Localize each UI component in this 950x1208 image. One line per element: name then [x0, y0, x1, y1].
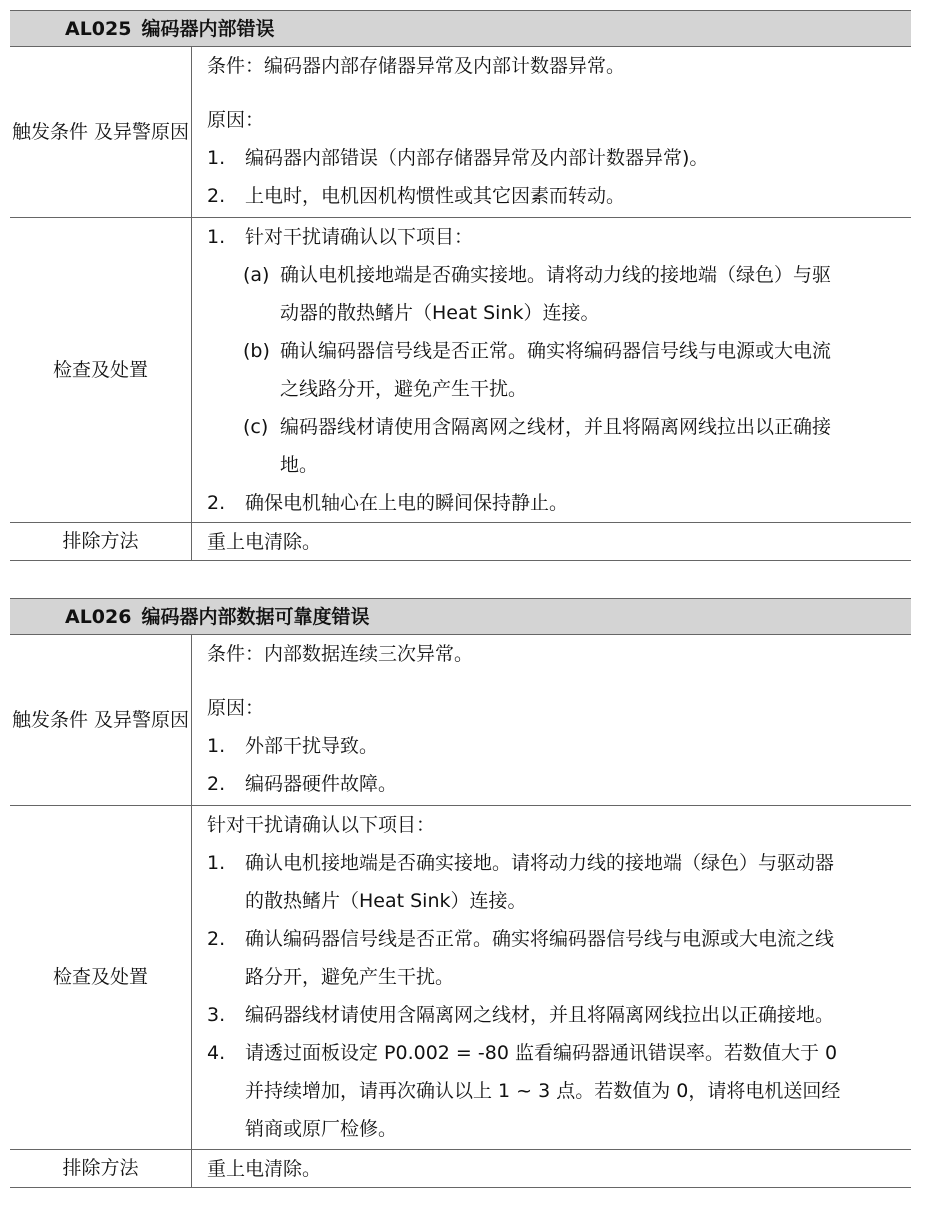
item-text: 针对干扰请确认以下项目： [245, 226, 474, 248]
item-number: 2. [207, 928, 226, 950]
item-text: 确认编码器信号线是否正常。确实将编码器信号线与电源或大电流 [280, 340, 832, 362]
check-intro: 针对干扰请确认以下项目： [207, 814, 436, 836]
condition-text: 条件：编码器内部存储器异常及内部计数器异常。 [207, 55, 626, 77]
item-text: 确保电机轴心在上电的瞬间保持静止。 [245, 492, 569, 514]
cause-item [207, 177, 903, 215]
item-text: 确认电机接地端是否确实接地。请将动力线的接地端（绿色）与驱动器 [245, 852, 835, 874]
clear-content [192, 523, 911, 560]
alarm-code: AL026 [65, 606, 132, 628]
trigger-row [10, 635, 911, 806]
item-text-continued: 销商或原厂检修。 [245, 1118, 398, 1140]
trigger-label [10, 47, 192, 217]
item-text-continued: 路分开，避免产生干扰。 [245, 966, 455, 988]
cause-item [207, 139, 903, 177]
item-text: 编码器硬件故障。 [245, 773, 398, 795]
cause-title: 原因： [207, 697, 265, 719]
item-text-continued: 并持续增加，请再次确认以上 1 ~ 3 点。若数值为 0，请将电机送回经 [245, 1080, 841, 1102]
item-text: 确认编码器信号线是否正常。确实将编码器信号线与电源或大电流之线 [245, 928, 835, 950]
check-content [192, 806, 911, 1149]
item-number: 2. [207, 185, 226, 207]
cause-title: 原因： [207, 109, 265, 131]
trigger-content [192, 635, 911, 805]
item-text-continued: 地。 [280, 454, 319, 476]
check-subitem [207, 408, 903, 446]
clear-content [192, 1150, 911, 1187]
alarm-header [10, 10, 911, 47]
alarm-code: AL025 [65, 18, 132, 40]
item-text: 编码器线材请使用含隔离网之线材，并且将隔离网线拉出以正确接 [280, 416, 832, 438]
item-text-continued: 动器的散热鳍片（Heat Sink）连接。 [280, 302, 600, 324]
check-item [207, 844, 903, 882]
check-content [192, 218, 911, 522]
cause-item [207, 727, 903, 765]
trigger-label-line: 触发条件 [11, 120, 88, 143]
subitem-marker: (b) [243, 340, 270, 362]
item-text: 请透过面板设定 P0.002 = -80 监看编码器通讯错误率。若数值大于 0 [245, 1042, 838, 1064]
item-number: 4. [207, 1042, 226, 1064]
alarm-header [10, 598, 911, 635]
item-text: 确认电机接地端是否确实接地。请将动力线的接地端（绿色）与驱 [280, 264, 832, 286]
item-number: 1. [207, 852, 226, 874]
check-subitem [207, 332, 903, 370]
clear-row [10, 1150, 911, 1188]
condition-text: 条件：内部数据连续三次异常。 [207, 643, 474, 665]
check-label: 检查及处置 [10, 218, 192, 522]
clear-row [10, 523, 911, 561]
item-number: 1. [207, 735, 226, 757]
item-text: 编码器内部错误（内部存储器异常及内部计数器异常)。 [245, 147, 709, 169]
clear-text: 重上电清除。 [207, 531, 322, 553]
item-text-continued: 的散热鳍片（Heat Sink）连接。 [245, 890, 527, 912]
trigger-label-line: 及异警原因 [94, 120, 190, 143]
item-number: 1. [207, 226, 226, 248]
check-item [207, 1034, 903, 1072]
check-final-item [207, 484, 903, 522]
check-row [10, 218, 911, 523]
check-intro [207, 218, 903, 256]
trigger-label [10, 635, 192, 805]
alarm-title: 编码器内部数据可靠度错误 [141, 606, 370, 628]
subitem-marker: (a) [243, 264, 270, 286]
trigger-label-line: 触发条件 [11, 708, 88, 731]
clear-label: 排除方法 [10, 523, 192, 560]
item-number: 2. [207, 492, 226, 514]
check-label: 检查及处置 [10, 806, 192, 1149]
check-row [10, 806, 911, 1150]
item-number: 3. [207, 1004, 226, 1026]
trigger-label-line: 及异警原因 [94, 708, 190, 731]
check-item [207, 920, 903, 958]
item-number: 1. [207, 147, 226, 169]
trigger-row [10, 47, 911, 218]
item-text-continued: 之线路分开，避免产生干扰。 [280, 378, 528, 400]
check-item [207, 996, 903, 1034]
item-number: 2. [207, 773, 226, 795]
cause-item [207, 765, 903, 803]
clear-text: 重上电清除。 [207, 1158, 322, 1180]
clear-label: 排除方法 [10, 1150, 192, 1187]
alarm-table-al026 [10, 598, 911, 1188]
subitem-marker: (c) [243, 416, 269, 438]
item-text: 上电时，电机因机构惯性或其它因素而转动。 [245, 185, 626, 207]
item-text: 编码器线材请使用含隔离网之线材，并且将隔离网线拉出以正确接地。 [245, 1004, 835, 1026]
trigger-content [192, 47, 911, 217]
item-text: 外部干扰导致。 [245, 735, 379, 757]
alarm-title: 编码器内部错误 [141, 18, 275, 40]
alarm-table-al025 [10, 10, 911, 561]
check-subitem [207, 256, 903, 294]
